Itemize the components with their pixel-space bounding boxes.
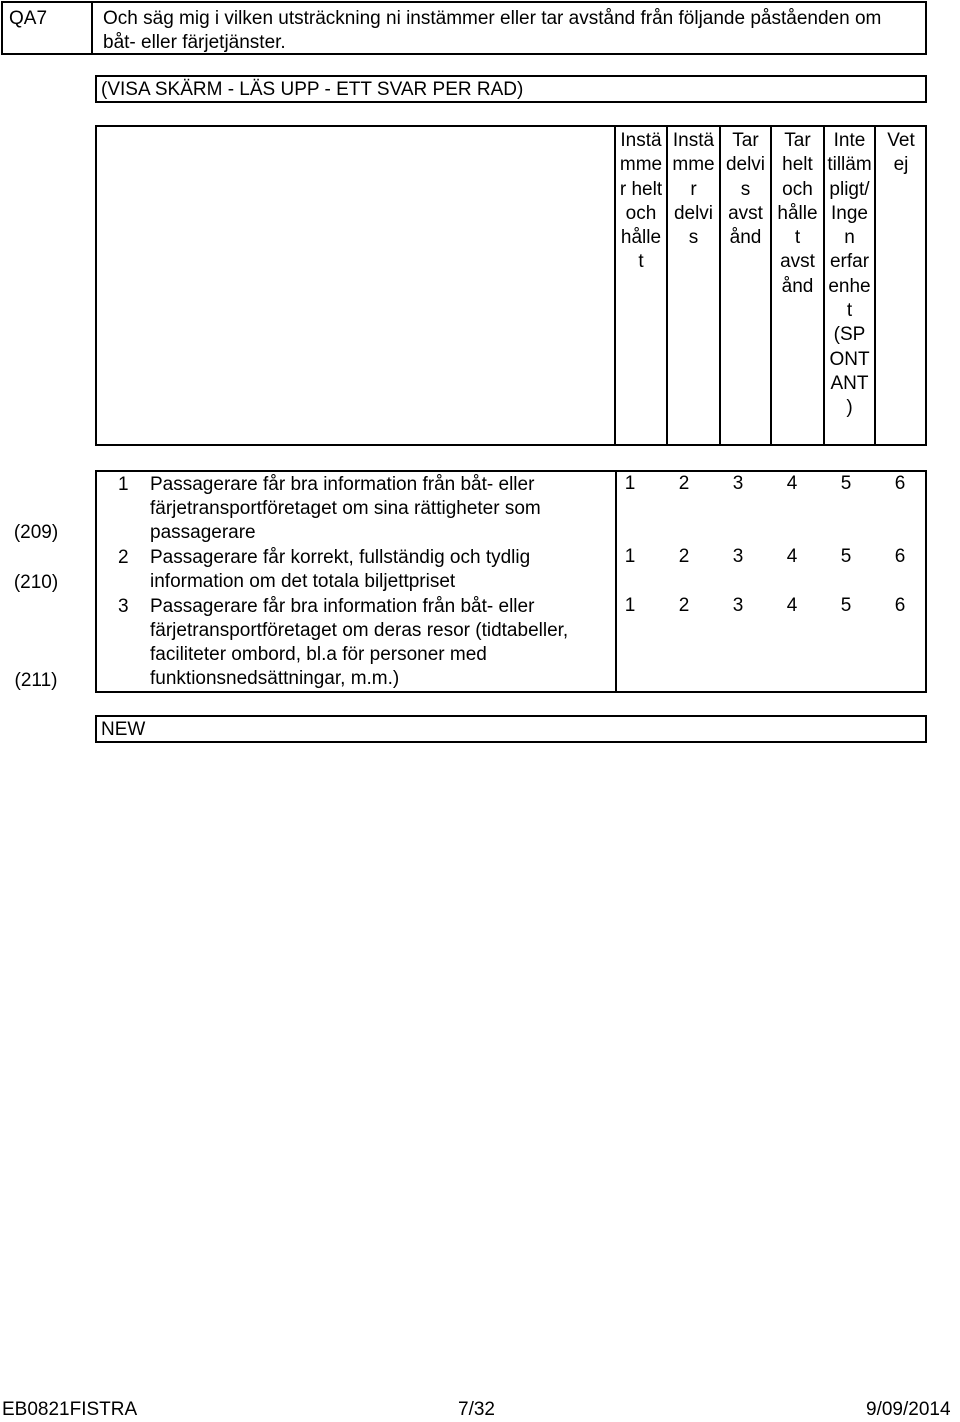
item-1-option-4[interactable]: 4 bbox=[786, 473, 798, 494]
item-3-option-1[interactable]: 1 bbox=[624, 595, 636, 616]
item-1-option-2[interactable]: 2 bbox=[678, 473, 690, 494]
instruction-box bbox=[95, 75, 927, 103]
item-2-option-1[interactable]: 1 bbox=[624, 546, 636, 567]
item-3-option-4[interactable]: 4 bbox=[786, 595, 798, 616]
item-1-option-6[interactable]: 6 bbox=[894, 473, 906, 494]
items-divider bbox=[615, 472, 617, 691]
question-text-line2: båt- eller färjetjänster. bbox=[103, 32, 286, 53]
item-1-option-5[interactable]: 5 bbox=[840, 473, 852, 494]
item-3-option-2[interactable]: 2 bbox=[678, 595, 690, 616]
item-1-option-3[interactable]: 3 bbox=[732, 473, 744, 494]
question-id: QA7 bbox=[9, 8, 48, 29]
scale-header-2: Instä mme r delvi s bbox=[672, 130, 715, 249]
footer-document-id: EB0821FISTRA bbox=[2, 1399, 138, 1420]
item-3-line-3: faciliteter ombord, bl.a för personer med bbox=[150, 644, 487, 665]
item-code-2: (210) bbox=[13, 572, 59, 593]
item-3-line-4: funktionsnedsättningar, m.m.) bbox=[150, 668, 400, 689]
item-3-line-1: Passagerare får bra information från båt- eller bbox=[150, 596, 535, 617]
question-id-divider bbox=[91, 3, 93, 53]
item-1-option-1[interactable]: 1 bbox=[624, 473, 636, 494]
question-text-line1: Och säg mig i vilken utsträckning ni instämmer eller tar avstånd från följande påståenden om bbox=[103, 8, 882, 29]
item-code-3: (211) bbox=[14, 670, 58, 691]
scale-header-3: Tar delvi s avst ånd bbox=[725, 130, 766, 249]
item-2-option-4[interactable]: 4 bbox=[786, 546, 798, 567]
new-label: NEW bbox=[101, 719, 146, 740]
item-2-option-6[interactable]: 6 bbox=[894, 546, 906, 567]
instruction-text: (VISA SKÄRM - LÄS UPP - ETT SVAR PER RAD) bbox=[101, 79, 524, 100]
item-number-3: 3 bbox=[118, 596, 129, 617]
item-3-option-6[interactable]: 6 bbox=[894, 595, 906, 616]
scale-header-6: Vet ej bbox=[887, 130, 915, 176]
item-3-option-3[interactable]: 3 bbox=[732, 595, 744, 616]
footer-page-number: 7/32 bbox=[458, 1399, 495, 1420]
item-1-line-1: Passagerare får bra information från båt- eller bbox=[150, 474, 535, 495]
scale-header-1: Instä mme r helt och hålle t bbox=[619, 130, 663, 273]
scale-header-box bbox=[95, 125, 927, 446]
item-number-2: 2 bbox=[118, 547, 129, 568]
new-box bbox=[95, 715, 927, 743]
item-number-1: 1 bbox=[118, 474, 129, 495]
item-3-scale bbox=[620, 595, 910, 617]
item-2-line-1: Passagerare får korrekt, fullständig och tydlig bbox=[150, 547, 531, 568]
item-2-line-2: information om det totala biljettpriset bbox=[150, 571, 456, 592]
footer-date: 9/09/2014 bbox=[866, 1399, 951, 1420]
item-2-scale bbox=[620, 546, 910, 568]
item-3-line-2: färjetransportföretaget om deras resor (tidtabeller, bbox=[150, 620, 569, 641]
item-2-option-3[interactable]: 3 bbox=[732, 546, 744, 567]
item-1-line-2: färjetransportföretaget om sina rättigheter som bbox=[150, 498, 541, 519]
item-1-line-3: passagerare bbox=[150, 522, 256, 543]
question-header bbox=[1, 1, 927, 55]
scale-header-5: Inte tilläm pligt/ Inge n erfar enhe t (SP ONT ANT ) bbox=[827, 130, 872, 419]
item-2-option-5[interactable]: 5 bbox=[840, 546, 852, 567]
item-3-option-5[interactable]: 5 bbox=[840, 595, 852, 616]
item-1-scale bbox=[620, 473, 910, 495]
scale-header-4: Tar helt och hålle t avst ånd bbox=[777, 130, 818, 297]
item-code-1: (209) bbox=[13, 522, 59, 543]
item-2-option-2[interactable]: 2 bbox=[678, 546, 690, 567]
